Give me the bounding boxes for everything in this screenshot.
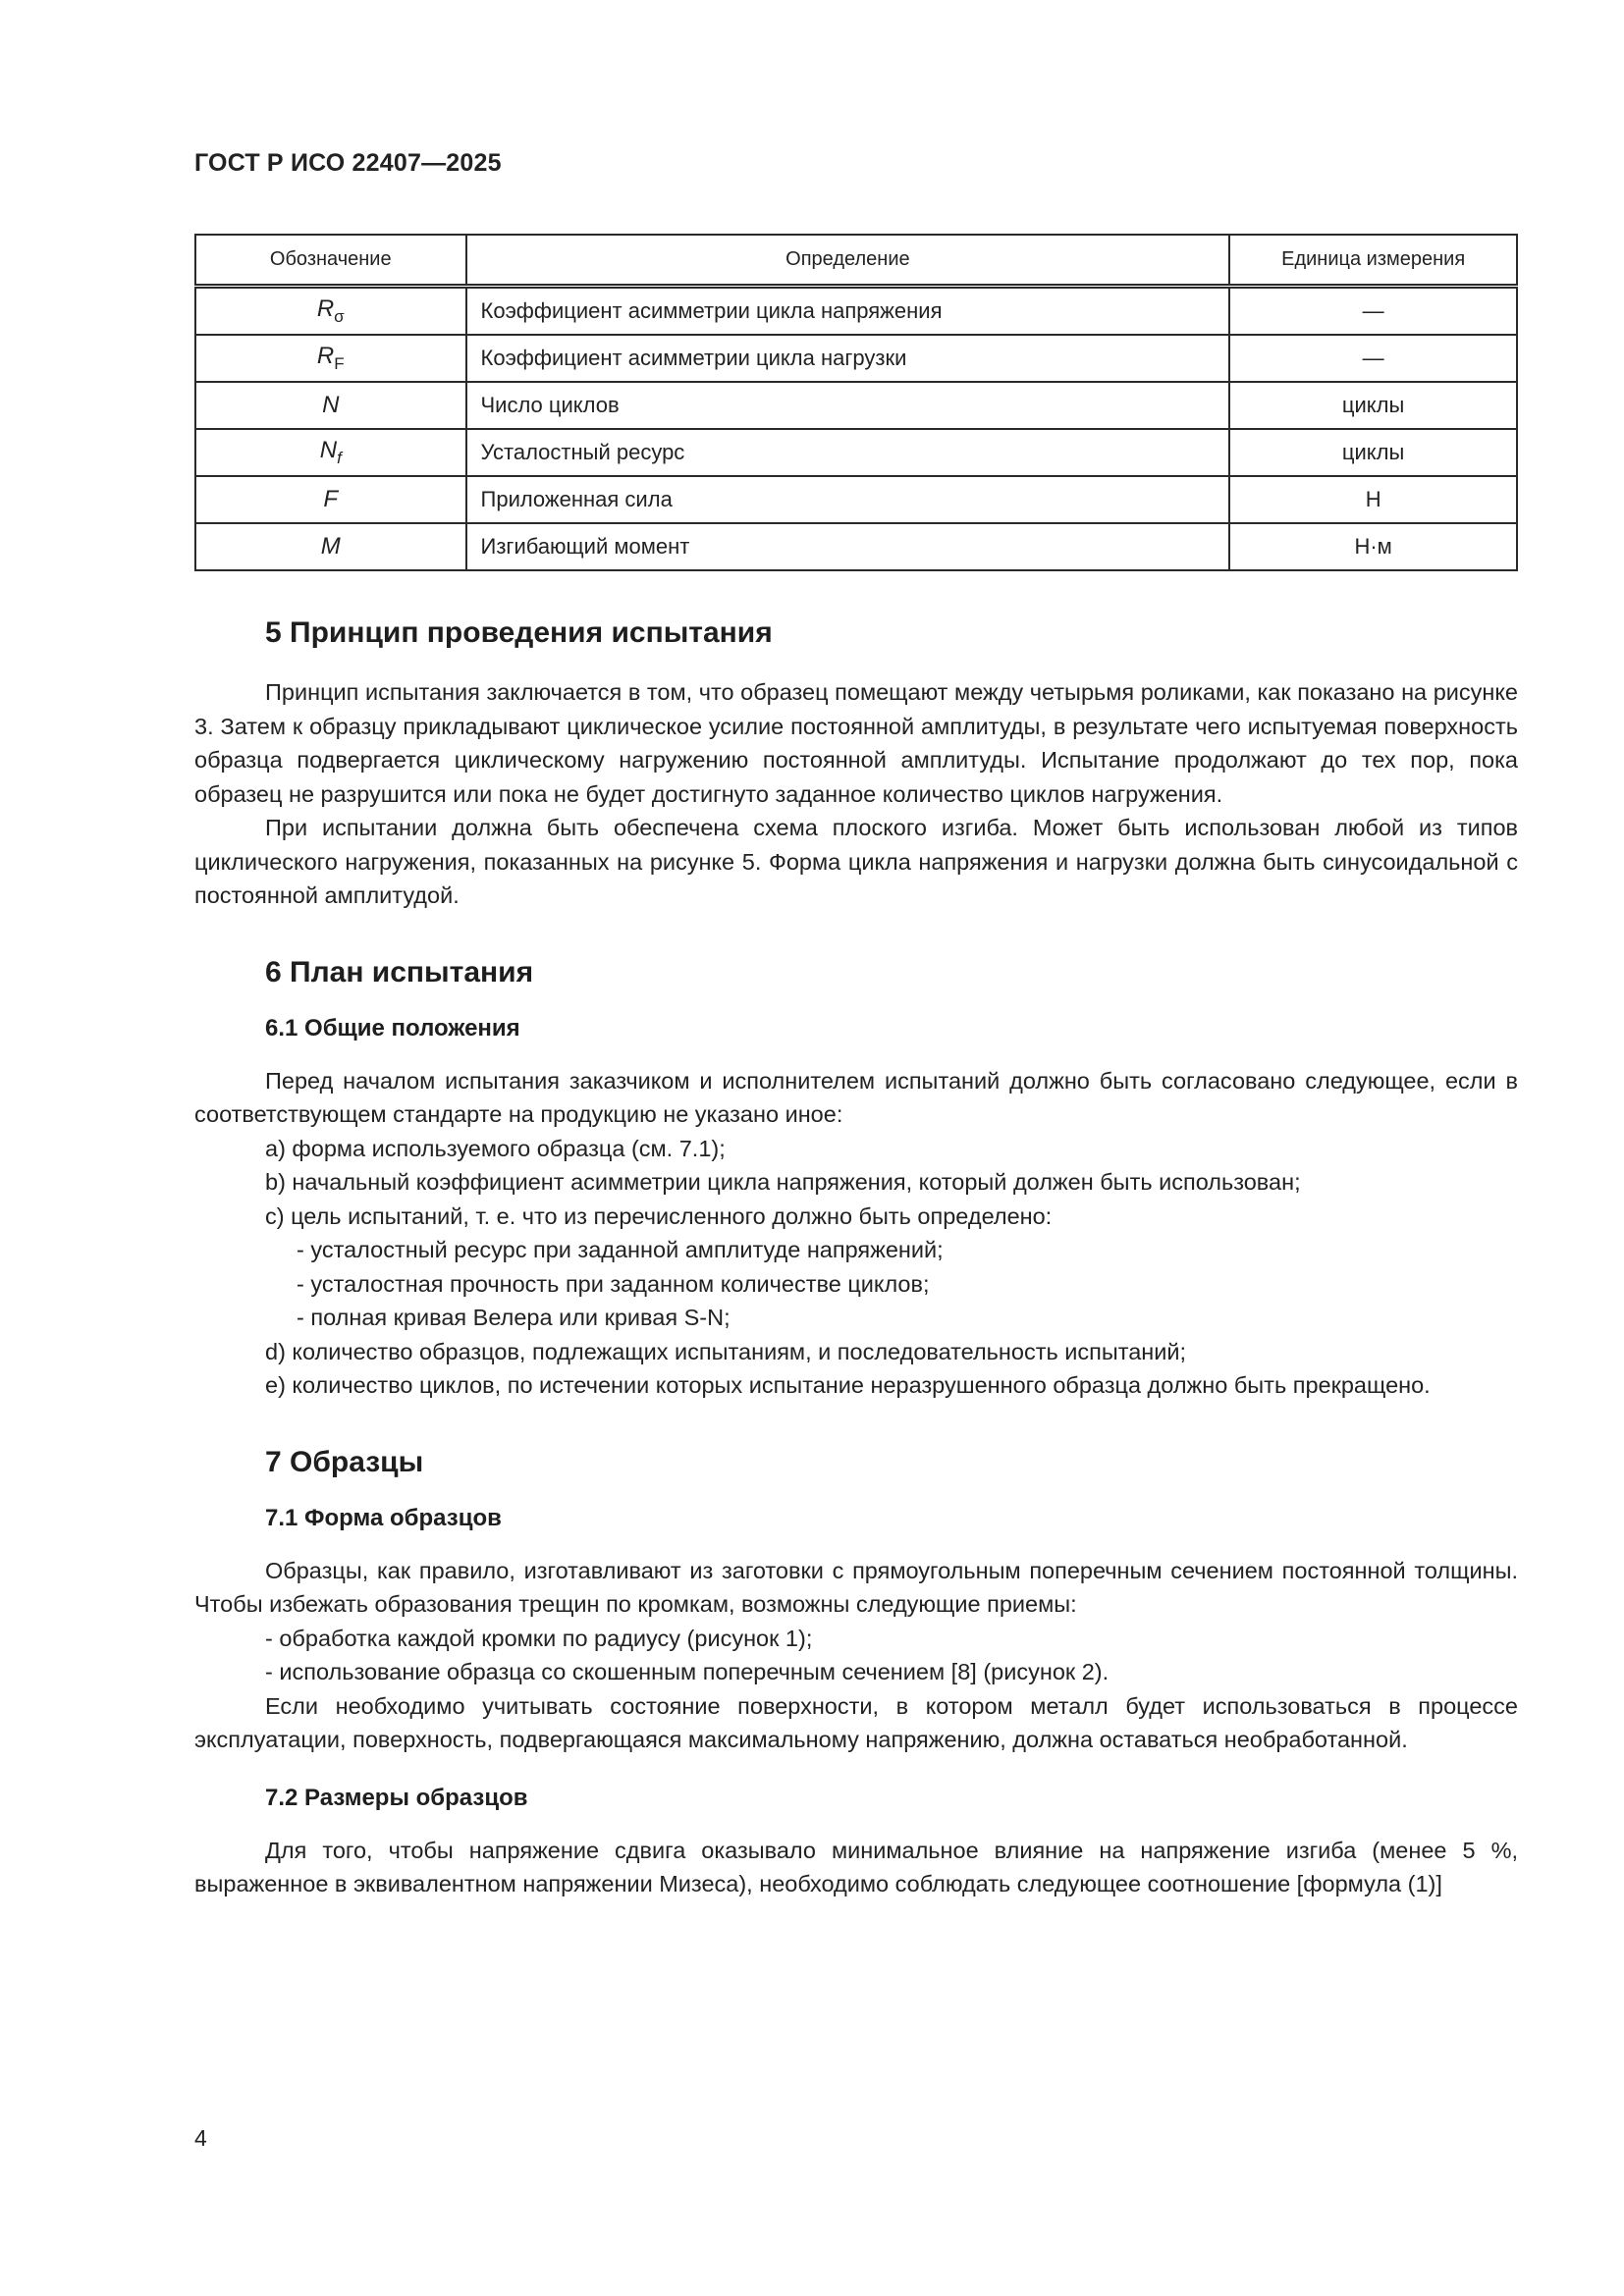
section-7-2-heading: 7.2 Размеры образцов	[265, 1784, 528, 1811]
list-item: - обработка каждой кромки по радиусу (рисунок 1);	[265, 1625, 813, 1651]
symbol-subscript: σ	[334, 307, 345, 326]
sub-list-item: - полная кривая Велера или кривая S-N;	[297, 1305, 731, 1330]
section-7-2-paragraph: Для того, чтобы напряжение сдвига оказывало минимальное влияние на напряжение изгиба (менее 5 %, выраженное в эквивалентном напряжении Мизеса), необходимо соблюдать следующее соотношение [формула (1)]	[194, 1837, 1518, 1896]
section-5-heading: 5 Принцип проведения испытания	[265, 616, 773, 649]
list-item: - использование образца со скошенным поперечным сечением [8] (рисунок 2).	[265, 1659, 1110, 1684]
symbol: R	[316, 295, 335, 322]
section-7-1-heading: 7.1 Форма образцов	[265, 1504, 502, 1531]
symbol: R	[316, 343, 335, 369]
section-6-1-heading: 6.1 Общие положения	[265, 1014, 520, 1041]
symbol: F	[323, 486, 339, 512]
unit-cell: —	[1229, 287, 1517, 336]
definition-cell: Изгибающий момент	[466, 523, 1230, 570]
symbol: M	[320, 533, 341, 560]
column-header-unit: Единица измерения	[1229, 235, 1517, 287]
symbol-cell	[195, 476, 466, 523]
list-item: b) начальный коэффициент асимметрии цикла напряжения, который должен быть использован;	[265, 1169, 1301, 1195]
table-row	[195, 476, 1517, 523]
document-header: ГОСТ Р ИСО 22407—2025	[194, 149, 502, 177]
table-header-row	[195, 235, 1517, 287]
table-row	[195, 382, 1517, 429]
definition-cell: Число циклов	[466, 382, 1230, 429]
definition-cell: Коэффициент асимметрии цикла напряжения	[466, 287, 1230, 336]
list-item: e) количество циклов, по истечении которых испытание неразрушенного образца должно быть прекращено.	[265, 1372, 1431, 1398]
unit-cell: циклы	[1229, 429, 1517, 476]
symbols-table	[194, 234, 1518, 571]
table-row	[195, 287, 1517, 336]
symbol-cell	[195, 523, 466, 570]
section-5-paragraph: Принцип испытания заключается в том, что образец помещают между четырьмя роликами, как показано на рисунке 3. Затем к образцу прикладывают циклическое усилие постоянной амплитуды, в результате чего испытуемая поверхность образца подвергается циклическому нагружению постоянной амплитуды. Испытание продолжают до тех пор, пока образец не разрушится или пока не будет достигнуто заданное количество циклов нагружения.	[194, 679, 1518, 807]
symbol: N	[322, 392, 340, 418]
definition-cell: Коэффициент асимметрии цикла нагрузки	[466, 335, 1230, 382]
table-row	[195, 429, 1517, 476]
symbol-cell	[195, 382, 466, 429]
column-header-definition: Определение	[466, 235, 1230, 287]
sub-list-item: - усталостная прочность при заданном количестве циклов;	[297, 1270, 930, 1297]
unit-cell: Н·м	[1229, 523, 1517, 570]
unit-cell: —	[1229, 335, 1517, 382]
section-5-paragraph: При испытании должна быть обеспечена схема плоского изгиба. Может быть использован любой из типов циклического нагружения, показанных на рисунке 5. Форма цикла напряжения и нагрузки должна быть синусоидальной с постоянной амплитудой.	[194, 815, 1518, 908]
section-7-heading: 7 Образцы	[265, 1445, 424, 1478]
sub-list-item: - усталостный ресурс при заданной амплитуде напряжений;	[297, 1237, 944, 1262]
symbol: N	[319, 437, 338, 463]
unit-cell: циклы	[1229, 382, 1517, 429]
unit-cell: Н	[1229, 476, 1517, 523]
symbol-subscript: F	[334, 354, 345, 373]
symbol-cell	[195, 335, 466, 382]
section-6-heading: 6 План испытания	[265, 955, 534, 988]
list-item: c) цель испытаний, т. е. что из перечисленного должно быть определено:	[265, 1202, 1053, 1229]
table-row	[195, 335, 1517, 382]
list-item: a) форма используемого образца (см. 7.1);	[265, 1135, 726, 1161]
symbol-cell	[195, 429, 466, 476]
section-7-1-outro: Если необходимо учитывать состояние поверхности, в котором металл будет использоваться в процессе эксплуатации, поверхность, подвергающаяся максимальному напряжению, должна оставаться необработанной.	[194, 1692, 1518, 1752]
symbol-cell	[195, 287, 466, 336]
page-number: 4	[194, 2125, 207, 2151]
definition-cell: Усталостный ресурс	[466, 429, 1230, 476]
section-7-1-intro: Образцы, как правило, изготавливают из заготовки с прямоугольным поперечным сечением постоянной толщины. Чтобы избежать образования трещин по кромкам, возможны следующие приемы:	[194, 1557, 1518, 1617]
document-body	[194, 616, 1518, 1901]
table-row	[195, 523, 1517, 570]
list-item: d) количество образцов, подлежащих испытаниям, и последовательность испытаний;	[265, 1338, 1187, 1364]
symbol-subscript: f	[337, 449, 342, 467]
definition-cell: Приложенная сила	[466, 476, 1230, 523]
section-6-1-intro: Перед началом испытания заказчиком и исполнителем испытаний должно быть согласовано следующее, если в соответствующем стандарте на продукцию не указано иное:	[194, 1067, 1518, 1127]
column-header-symbol: Обозначение	[195, 235, 466, 287]
